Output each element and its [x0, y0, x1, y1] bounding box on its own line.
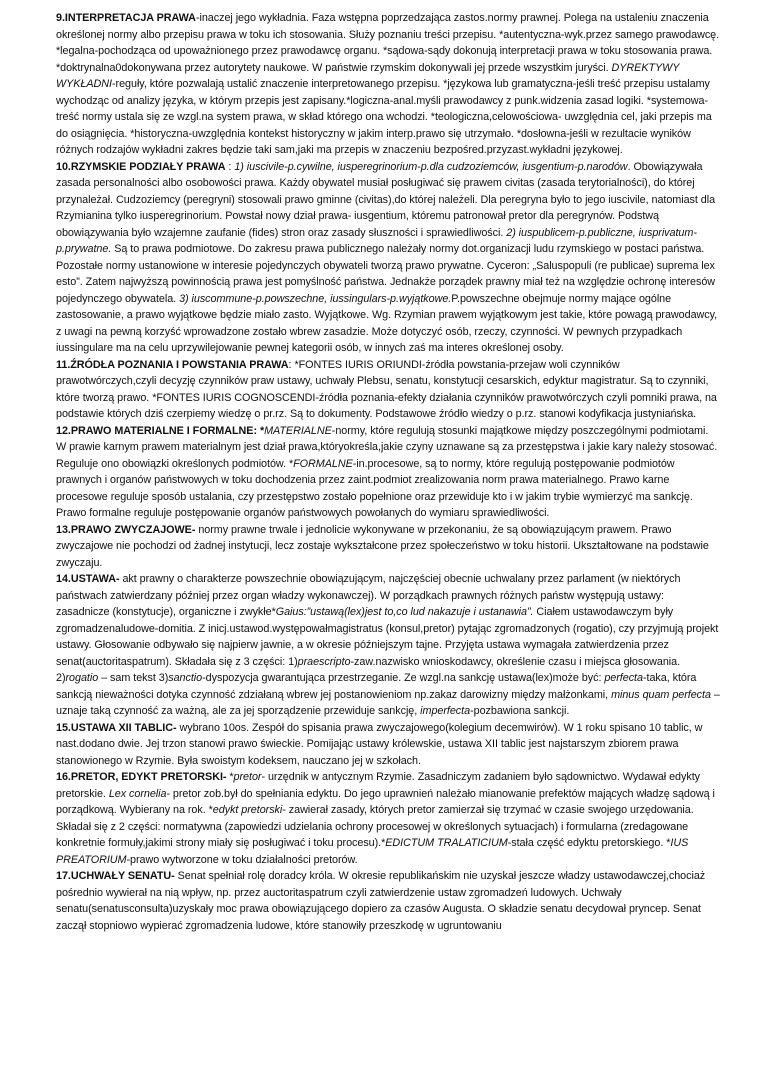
- section-10-rzymskie-podzialy-prawa: [56, 159, 720, 357]
- body-text: :: [225, 160, 235, 173]
- italic-term: pretor: [233, 771, 262, 783]
- body-text: Są to prawa podmiotowe. Do zakresu prawa publicznego należały normy dot.organizacji ludu rzymskiego w postaci państwa. Pozostałe normy ustanowione w interesie pojedynczych obywateli tworzą prawo prywatne. Cyceron: „Saluspopuli (re publicae) suprema lex esto”. Zatem najwyższą powinnością prawa jest pomyślność państwa. Jednakże porządek prawny miał też na względzie ochronę interesów pojedynczego obywatela.: [56, 243, 716, 305]
- section-heading: 15.USTAWA XII TABLIC-: [56, 721, 177, 734]
- section-heading: 10.RZYMSKIE PODZIAŁY PRAWA: [56, 160, 226, 173]
- italic-term: MATERIALNE: [264, 424, 332, 437]
- italic-term: perfecta: [604, 672, 643, 684]
- italic-term: EDICTUM TRALATICIUM: [385, 837, 508, 849]
- section-heading: 16.PRETOR, EDYKT PRETORSKI-: [56, 771, 227, 783]
- body-text: -inaczej jego wykładnia. Faza wstępna poprzedzająca zastos.normy prawnej. Polega na ustaleniu znaczenia określonej normy albo przepisu prawa w toku ich stosowania. Służy poznaniu treści przepisu. *autentyczna-wyk.przez samego prawodawcę. *legalna-pochodząca od upoważnionego przez prawodawcę organu. *sądowa-sądy dokonują interpretacji prawa w toku stosowania prawa. *doktrynalna0dokonywana przez autorytety naukowe. W państwie rzymskim dokonywali jej przede wszystkim juryści.: [56, 12, 720, 74]
- body-text: -zaw.nazwisko wnioskodawcy, określenie czasu i miejsca głosowania. 2): [56, 655, 681, 684]
- italic-term: rogatio: [65, 672, 99, 684]
- section-17-uchwaly-senatu: [56, 868, 720, 934]
- italic-term: minus quam perfecta: [611, 688, 711, 701]
- italic-term: 3) iuscommune-p.powszechne, iussingulars-p.wyjątkowe.: [179, 292, 452, 305]
- body-text: -pozbawiona sankcji.: [470, 705, 570, 717]
- body-text: -prawo wytworzone w toku działalności pretorów.: [126, 853, 358, 866]
- section-heading: 12.PRAWO MATERIALNE I FORMALNE: *: [56, 424, 265, 437]
- body-text: - pretor zob.był do spełniania edyktu. Do jego uprawnień należało mianowanie prefektów mających władzę sądową i porządkową. Wybierany na rok. *: [56, 787, 715, 816]
- body-text: -taka, która sankcją nieważności dotyka czynność zdziałaną wbrew jej postanowieniom np.zakaz darowizny między małżonkami,: [56, 672, 697, 701]
- section-14-ustawa: [56, 571, 720, 720]
- body-text: - zawierał zasady, których pretor zamierzał się trzymać w czasie swojego urzędowania. Składał się z 2 części: normatywna (zapowiedzi udzielania ochrony procesowej w określonych sytuacjach) i formularna (zredagowane konkretnie formuły,jakimi strony miały się posługiwać i toku procesu).*: [56, 804, 694, 849]
- body-text: Senat spełniał rolę doradcy króla. W okresie republikańskim nie uzyskał jeszcze władzy ustawodawczej,chociaż pośrednio wywierał na nią wpływ, np. przez auctoritaspatrum czyli zatwierdzenie ustaw zgromadzeń ludowych. Uchwały senatu(senatusconsulta)uzyskały moc prawa obowiązującego dopiero za czasów Augusta. O składzie senatu decydował pryncep. Senat zaczął stopniowo wypierać zgromadzenia ludowe, które stanowiły przeszkodę w ugruntowaniu: [56, 870, 706, 932]
- section-heading: 11.ŹRÓDŁA POZNANIA I POWSTANIA PRAWA: [56, 358, 289, 371]
- body-text: akt prawny o charakterze powszechnie obowiązującym, najczęściej obecnie uchwalany przez parlament (w niektórych państwach zatwierdzany później przez organ władzy wykonawczej). W porządkach prawnych różnych państw występują ustawy: zasadnicze (konstytucje), organiczne i zwykłe*: [56, 573, 681, 618]
- section-16-pretor-edykt: [56, 769, 720, 868]
- body-text: -stała część edyktu pretorskiego. *: [507, 837, 671, 849]
- body-text: : *FONTES IURIS ORIUNDI-źródła powstania-przejaw woli czynników prawotwórczych,czyli decyzję czynników praw ustawy, uchwały Plebsu, senatu, konstytucji cesarskich, edyktur magistratur. Są to czynniki, które tworzą prawo. *FONTES IURIS COGNOSCENDI-źródła poznania-efekty działania czynników prawotwórczych czyli pomniki prawa, na podstawie których dziś czerpiemy wiedzę o pr.rz. Są to dokumenty. Podstawowe źródło wiedzy o p.rz. stanowi kodyfikacja justyniańska.: [56, 358, 717, 420]
- italic-term: Gaius:”ustawą(lex)jest to,co lud nakazuje i ustanawia”.: [275, 606, 534, 618]
- italic-term: imperfecta: [420, 705, 471, 717]
- body-text: . Obowiązywała zasada personalności albo osobowości prawa. Każdy obywatel musiał posługiwać się prawem civitas (zasada terytorialności), do której przynależał. Cudzoziemcy (peregryni) stosowali prawo gminne (civitas),do której należeli. Dla peregryna było to jego iuscivile, natomiast dla Rzymianina tylko iusperegrinorium. Powstał nowy dział prawa- iusgentium, któremu patronował pretor dla peregrynów. Podstwą obowiązywania było wzajemne zaufanie (fides) stron oraz zasady słuszności i sprawiedliwości.: [56, 160, 716, 239]
- italic-term: 1) iuscivile-p.cywilne, iusperegrinorium-p.dla cudzoziemców, iusgentium-p.narodów: [234, 160, 628, 173]
- section-13-prawo-zwyczajowe: [56, 522, 720, 572]
- body-text: – uznaje taką czynność za ważną, ale za jej sporządzenie przewiduje sankcję,: [56, 688, 720, 717]
- body-text: -in.procesowe, są to normy, które regulują postępowanie podmiotów prawnych i organów państwowych w toku dochodzenia przez zaint.podmiot zrealizowania norm prawa materialnego. Prawo karne procesowe reguluje sposób ustalania, czy przestępstwo zostało popełnione oraz przewiduje kto i w jakim trybie wymierzyć ma sankcję. Prawo formalne reguluje postępowanie organów państwowych powołanych do wymiaru sprawiedliwości.: [56, 457, 693, 519]
- italic-term: DYREKTYWY WYKŁADNI: [56, 61, 680, 90]
- section-15-ustawa-xii-tablic: [56, 720, 720, 770]
- section-heading: 13.PRAWO ZWYCZAJOWE-: [56, 523, 196, 536]
- section-11-zrodla-prawa: [56, 357, 720, 423]
- italic-term: IUS PREATORIUM: [56, 837, 689, 866]
- body-text: *: [226, 771, 234, 783]
- section-heading: 9.INTERPRETACJA PRAWA: [56, 12, 196, 24]
- italic-term: FORMALNE: [293, 457, 353, 470]
- section-9-interpretacja-prawa: [56, 10, 720, 159]
- section-heading: 14.USTAWA-: [56, 573, 120, 585]
- italic-term: praescripto: [297, 655, 351, 668]
- italic-term: Lex cornelia: [108, 787, 167, 800]
- section-12-prawo-materialne-formalne: [56, 423, 720, 522]
- body-text: -reguły, które pozwalają ustalić znaczenie interpretowanego przepisu. *językowa lub gramatyczna-jeśli treść przepisu ustalamy wychodząc od analizy języka, w którym przepis jest zapisany.*logiczna-anal.myśli prawodawcy z punk.widzenia zasad logiki. *systemowa-treść normy ustala się ze wzgl.na system prawa, w skład którego ona wchodzi. *teologiczna,celowościowa- uwzględnia cel, jaki przepis ma do osiągnięcia. *historyczna-uwzględnia kontekst historyczny w jakim interp.prawo się utrzymało. *dosłowna-jeśli w rezultacie wyników różnych rodzajów wykładni zakres będzie taki sam,jaki ma przepis w znaczeniu bezpośred.przyzast.wykładni językowej.: [56, 78, 712, 156]
- body-text: normy prawne trwale i jednolicie wykonywane w przekonaniu, że są obowiązującym prawem. Prawo zwyczajowe nie pochodzi od żadnej instytucji, lecz zostaje wykształcone przez społeczeństwo w toku historii. Ukształtowane na podstawie zwyczaju.: [56, 523, 709, 569]
- italic-term: 2) iuspublicem-p.publiczne, iusprivatum-p.prywatne.: [56, 226, 697, 255]
- italic-term: sanctio: [168, 672, 203, 684]
- italic-term: edykt pretorski: [212, 804, 283, 816]
- section-heading: 17.UCHWAŁY SENATU-: [56, 870, 175, 882]
- body-text: -normy, które regulują stosunki majątkowe między poszczególnymi podmiotami. W prawie karnym prawem materialnym jest dział prawa,któryokreśla,jakie czyny uznawane są za przestępstwa i jakie kary należy stosować. Reguluje ono obowiązki określonych podmiotów. *: [56, 424, 718, 470]
- body-text: P.powszechne obejmuje normy mające ogólne zastosowanie, a prawo wyjątkowe będzie miało zasto. Wyjątkowe. Wg. Rzymian prawem wyjątkowym jest takie, które powagą prawodawcy, z uwagi na pewną korzyść wprowadzone zostało wbrew zasadzie. Może dotyczyć osób, rzeczy, czynności. W pewnych przypadkach iussingulare ma na celu uprzywilejowanie pewnej kategorii osób, w innych zaś ma interes określonej osoby.: [56, 292, 718, 354]
- body-text: wybrano 10os. Zespół do spisania prawa zwyczajowego(kolegium decemwirów). W 1 roku spisano 10 tablic, w nast.dodano dwie. Jej trzon stanowi prawo świeckie. Pomijając ustawy królewskie, ustawa XII tablic jest najstarszym zbiorem prawa stanowionego w Rzymie. Była swoistym kodeksem, nauczano jej w szkołach.: [56, 721, 703, 767]
- body-text: – sam tekst 3): [98, 672, 169, 684]
- body-text: Ciałem ustawodawczym były zgromadzenaludowe-domitia. Z inicj.ustawod.występowałmagistratus (konsul,pretor) pytając zgromadzonych (rogatio), czy przyjmują projekt ustawy. Głosowanie odbywało się najpierw jawnie, a w okresie późniejszym tajne. Przyjęta ustawa wymagała zatwierdzenia przez senat(auctoritaspatrum). Składała się z 3 części: 1): [56, 606, 719, 668]
- body-text: - urzędnik w antycznym Rzymie. Zasadniczym zadaniem było sądownictwo. Wydawał edykty pretorskie.: [56, 771, 700, 800]
- body-text: -dyspozycja gwarantująca przestrzeganie. Ze wzgl.na sankcję ustawa(lex)może być:: [202, 672, 605, 684]
